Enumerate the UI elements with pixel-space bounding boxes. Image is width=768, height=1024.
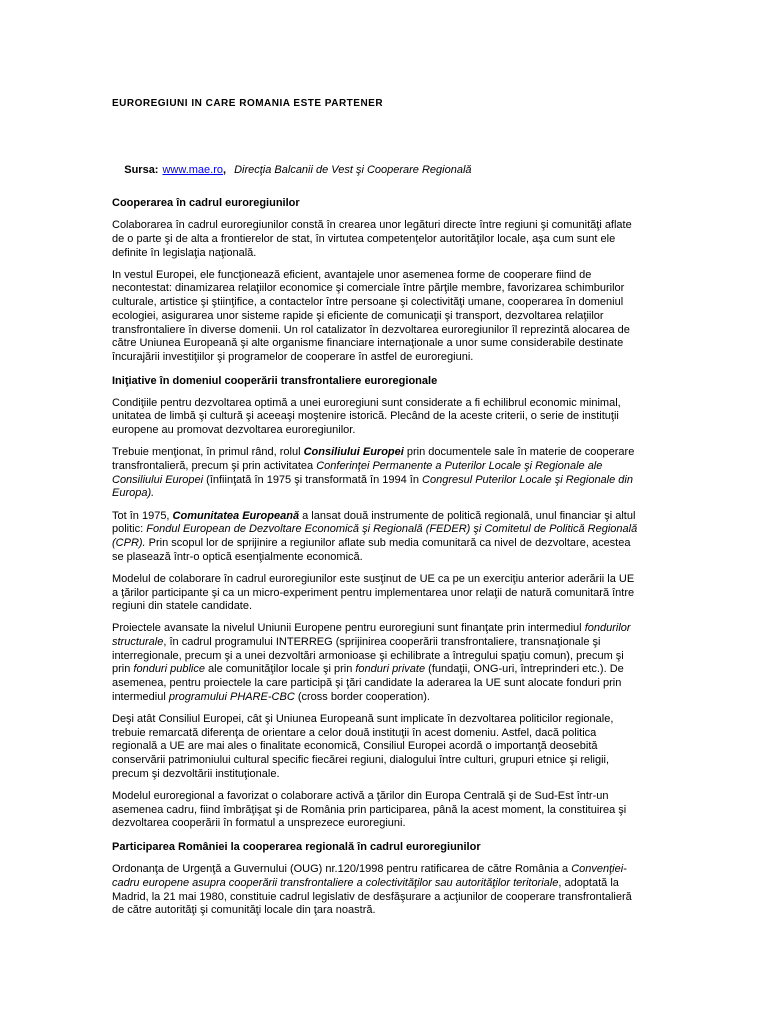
emphasized-text: Convenţiei-: [571, 863, 627, 876]
source-label: Sursa:: [124, 164, 159, 176]
section-heading: [112, 841, 712, 855]
text-run: Madrid, la 21 mai 1980, constituie cadrul legislativ de desfăşurare a acţiunilor de cooperare transfrontalieră: [112, 890, 632, 903]
emphasized-text: Conferinţei Permanente a Puterilor Locale şi Regionale ale: [316, 460, 603, 472]
text-run: conservării patrimoniului cultural specific fiecărei regiuni, dialogului între culturi, grupuri etnice şi religii,: [112, 754, 610, 767]
text-run: asemenea cadru, fiind îmbrăţişat şi de România prin participarea, până la acest moment, la constituirea şi: [112, 803, 627, 816]
paragraph: [112, 510, 712, 565]
text-line: [112, 446, 712, 460]
text-run: ale comunităţilor locale şi prin: [204, 663, 356, 676]
text-line: [112, 410, 712, 424]
text-line: [112, 804, 712, 818]
text-line: [112, 523, 712, 537]
text-run: Trebuie menţionat, în primul rând, rolul: [112, 446, 304, 459]
emphasized-text: cadru europene asupra cooperării transfrontaliere a colectivităţilor sau autorităţilor teritoriale: [112, 876, 559, 889]
text-run: (fundaţii, ONG-uri, întreprinderi etc.). De: [425, 663, 624, 676]
document-body: [112, 197, 712, 918]
text-run: se plasează într-o optică esenţialmente economică.: [112, 550, 363, 563]
source-separator: ,: [223, 164, 227, 176]
paragraph: [112, 790, 712, 831]
text-run: regională a UE are mai ales o finalitate economică, Consiliul Europei acordă o importanţă deosebită: [112, 740, 598, 753]
text-run: politic:: [112, 523, 147, 536]
text-line: [112, 269, 712, 283]
section-heading: [112, 375, 712, 389]
emphasized-text: (CPR).: [112, 536, 146, 549]
text-run: intermediul: [112, 690, 169, 703]
text-run: (înfiinţată în 1975 şi transformată în 1994 în: [203, 473, 423, 486]
text-line: [112, 510, 712, 524]
text-line: [112, 219, 712, 233]
text-run: asemenea, pentru proiectele la care participă şi ţări candidate la aderarea la UE sunt alocate fonduri prin: [112, 677, 622, 690]
text-line: [112, 863, 712, 877]
text-line: [112, 296, 712, 310]
section-heading: [112, 197, 712, 211]
text-line: [112, 891, 712, 905]
text-line: [112, 740, 712, 754]
text-run: transfrontalieră, precum şi prin activitatea: [112, 460, 317, 472]
source-department: Direcţia Balcanii de Vest şi Cooperare Regională: [234, 164, 472, 176]
text-line: [112, 233, 712, 247]
source-link[interactable]: www.mae.ro: [162, 164, 224, 176]
text-run: Proiectele avansate la nivelul Uniunii Europene pentru euroregiuni sunt finanţate prin intermediul: [112, 622, 585, 635]
text-line: [112, 424, 712, 438]
text-line: [112, 904, 712, 918]
text-run: unitatea de limbă şi cultură şi aceeaşi moştenire istorică. Plecând de la aceste criterii, o serie de instituţii: [112, 410, 619, 423]
text-run: culturale, artistice şi ştiinţifice, a contactelor între persoane şi colectivităţi umane, cooperarea în domeniul: [112, 296, 624, 309]
text-line: [112, 817, 712, 831]
text-line: [112, 474, 712, 488]
text-run: definite în legislaţia naţională.: [112, 246, 257, 259]
text-line: [112, 573, 712, 587]
paragraph: [112, 573, 712, 614]
emphasized-text: fonduri private: [355, 663, 426, 676]
text-run: Ordonanţa de Urgenţă a Guvernului (OUG) nr.120/1998 pentru ratificarea de către România a: [112, 863, 572, 876]
text-run: Colaborarea în cadrul euroregiunilor constă în crearea unor legături directe între regiuni şi comunităţi aflate: [112, 219, 632, 232]
text-run: , adoptată la: [558, 876, 619, 889]
text-line: [112, 650, 712, 664]
paragraph: [112, 863, 712, 918]
text-line: [112, 397, 712, 411]
text-line: [112, 337, 712, 351]
text-run: Tot în 1975,: [112, 509, 173, 522]
emphasized-text: fondurilor: [584, 622, 631, 635]
text-run: Condiţiile pentru dezvoltarea optimă a unei euroregiuni sunt considerate a fi echilibrul economic minimal,: [112, 396, 621, 409]
text-run: , în cadrul programului INTERREG (sprijinirea cooperării transfrontaliere, transnaţionale şi: [163, 636, 601, 649]
emphasized-text: Europa).: [112, 487, 155, 500]
text-line: [112, 677, 712, 691]
text-run: de o parte şi de alta a frontierelor de stat, în virtutea competenţelor autorităţilor locale, aşa cum sunt ele: [112, 232, 616, 245]
text-run: trebuie remarcată diferenţa de orientare a celor două instituţii în acest domeniu. Astfel, dacă politica: [112, 726, 597, 739]
paragraph: [112, 269, 712, 365]
section-heading-text: Iniţiative în domeniul cooperării transfrontaliere euroregionale: [112, 374, 438, 387]
paragraph: [112, 397, 712, 438]
text-line: [112, 600, 712, 614]
document-title: EUROREGIUNI IN CARE ROMANIA ESTE PARTENER: [112, 98, 384, 109]
text-run: a ţărilor participante şi ca un micro-experiment pentru implementarea unor relaţii de natură comunitară între: [112, 586, 635, 599]
emphasized-text: Congresul Puterilor Locale şi Regionale din: [422, 473, 633, 486]
text-run: a lansat două instrumente de politică regională, unul financiar şi altul: [299, 509, 636, 522]
text-run: necontestat: dinamizarea relaţiilor economice şi comerciale între părţile membre, favorizarea schimburilor: [112, 282, 625, 295]
text-run: precum şi dezvoltării instituţionale.: [112, 767, 280, 780]
emphasized-text: Fondul European de Dezvoltare Economică şi Regională (FEDER) şi Comitetul de Politică Regională: [146, 523, 638, 536]
emphasized-text: Consiliului Europei: [303, 446, 404, 459]
text-run: dezvoltarea cooperării în formatul a unsprezece euroregiuni.: [112, 817, 406, 830]
text-run: Prin scopul lor de sprijinire a regiunilor aflate sub media comunitară ca nivel de dezvoltare, acestea: [145, 536, 631, 549]
text-line: [112, 790, 712, 804]
text-run: prin documentele sale în materie de cooperare: [403, 446, 635, 459]
emphasized-text: programului PHARE-CBC: [168, 690, 295, 703]
text-run: prin: [112, 663, 134, 676]
text-line: [112, 551, 712, 565]
text-line: [112, 636, 712, 650]
text-line: [112, 663, 712, 677]
paragraph: [112, 446, 712, 501]
text-run: europene au promovat dezvoltarea euroregiunilor.: [112, 424, 356, 437]
text-run: încurajării investiţiilor şi programelor de cooperare în astfel de euroregiuni.: [112, 350, 474, 363]
text-line: [112, 691, 712, 705]
emphasized-text: fonduri publice: [133, 663, 205, 676]
text-run: Modelul de colaborare în cadrul euroregiunilor este susţinut de UE ca pe un exerciţiu anterior aderării la UE: [112, 572, 635, 585]
text-line: [112, 713, 712, 727]
text-run: Deşi atât Consiliul Europei, cât şi Uniunea Europeană sunt implicate în dezvoltarea politicilor regionale,: [112, 713, 614, 725]
emphasized-text: structurale: [112, 636, 164, 649]
text-line: [112, 727, 712, 741]
text-line: [112, 622, 712, 636]
text-line: [112, 282, 712, 296]
text-run: regiuni din statele candidate.: [112, 600, 253, 613]
emphasized-text: Consiliului Europei: [112, 473, 204, 486]
paragraph: [112, 713, 712, 781]
text-run: In vestul Europei, ele funcţionează eficient, avantajele unor asemenea forme de cooperare fiind de: [112, 268, 592, 281]
text-line: [112, 877, 712, 891]
text-run: transfrontaliere în diverse domenii. Un rol catalizator în dezvoltarea euroregiunilor îl reprezintă alocarea de: [112, 323, 630, 336]
text-run: ecologiei, asigurarea unor sisteme rapide şi eficiente de comunicaţii şi transport, dezvoltarea relaţiilor: [112, 309, 604, 322]
section-heading-text: Cooperarea în cadrul euroregiunilor: [112, 197, 300, 209]
text-line: [112, 460, 712, 474]
paragraph: [112, 622, 712, 704]
text-run: de către autorităţi şi comunităţi locale din ţara noastră.: [112, 904, 376, 917]
text-line: [112, 247, 712, 261]
text-line: [112, 587, 712, 601]
text-run: către Uniunea Europeană şi alte organisme financiare internaţionale a unor sume considerabile destinate: [112, 337, 624, 350]
source-line: [112, 149, 472, 191]
text-line: [112, 324, 712, 338]
text-line: [112, 310, 712, 324]
text-run: interregionale, precum şi a unei dezvoltări armonioase şi echilibrate a întregului spaţiu comun), precum şi: [112, 649, 624, 662]
section-heading-text: Participarea României la cooperarea regională în cadrul euroregiunilor: [112, 841, 481, 853]
text-run: (cross border cooperation).: [294, 690, 430, 703]
text-line: [112, 768, 712, 782]
paragraph: [112, 219, 712, 260]
text-run: Modelul euroregional a favorizat o colaborare activă a ţărilor din Europa Centrală şi de Sud-Est într-un: [112, 789, 609, 802]
text-line: [112, 754, 712, 768]
emphasized-text: Comunitatea Europeană: [172, 509, 300, 522]
text-line: [112, 487, 712, 501]
text-line: [112, 537, 712, 551]
text-line: [112, 351, 712, 365]
